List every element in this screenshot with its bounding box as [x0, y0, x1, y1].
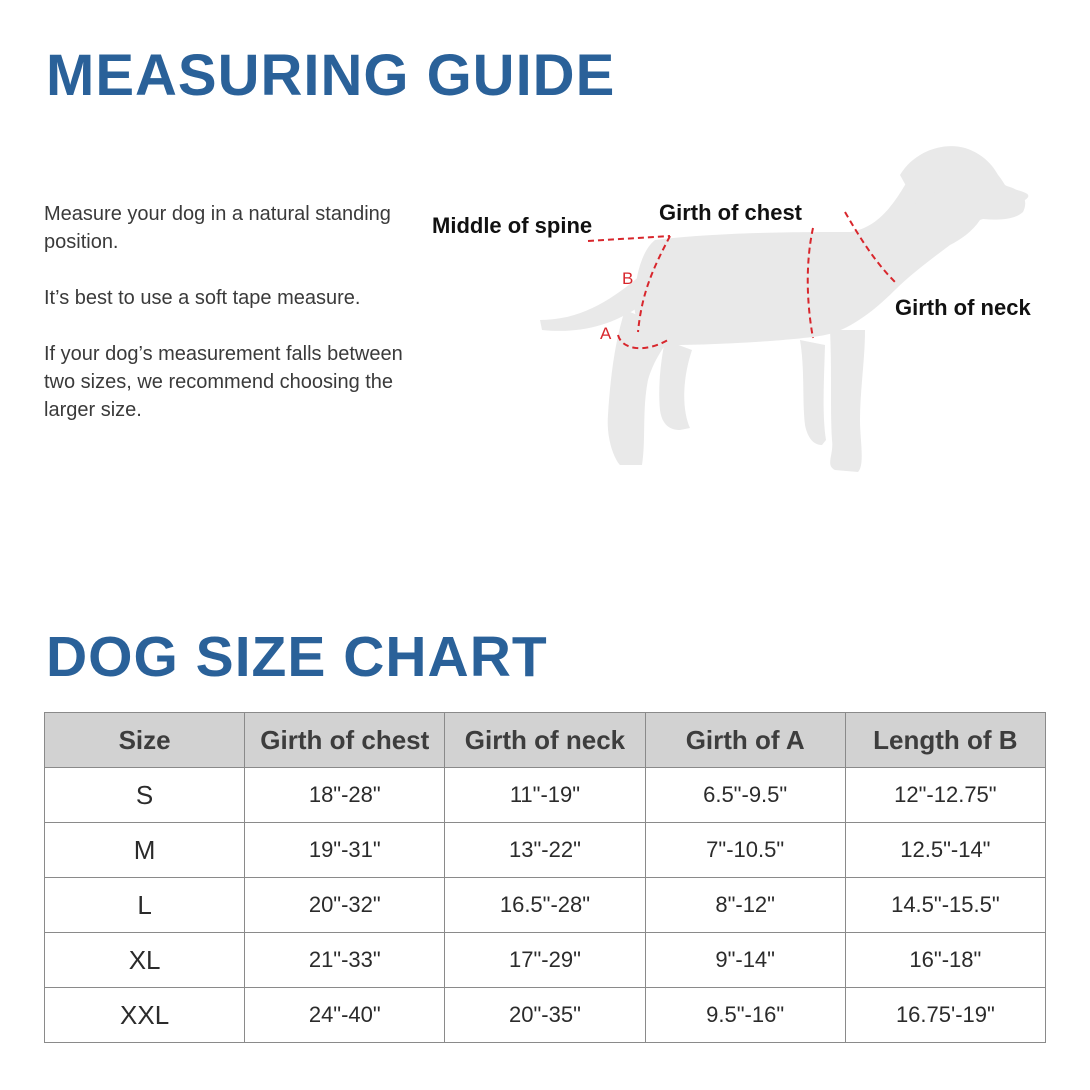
cell: 12.5"-14"	[845, 823, 1045, 878]
cell-size: L	[45, 878, 245, 933]
label-b: B	[622, 269, 634, 288]
cell: 13"-22"	[445, 823, 645, 878]
table-row	[45, 878, 1046, 933]
intro-paragraph-1: Measure your dog in a natural standing position.	[44, 203, 391, 253]
cell: 8"-12"	[645, 878, 845, 933]
label-a: A	[600, 324, 612, 343]
table-row	[45, 823, 1046, 878]
cell: 19"-31"	[245, 823, 445, 878]
cell: 20"-35"	[445, 988, 645, 1043]
header-girth-of-chest: Girth of chest	[245, 713, 445, 768]
table-row	[45, 988, 1046, 1043]
header-length-of-b: Length of B	[845, 713, 1045, 768]
measuring-guide-title: MEASURING GUIDE	[46, 43, 616, 108]
cell: 9"-14"	[645, 933, 845, 988]
table-header-row	[45, 713, 1046, 768]
cell: 24"-40"	[245, 988, 445, 1043]
dog-measurement-diagram	[420, 140, 1060, 485]
intro-paragraph-2: It’s best to use a soft tape measure.	[44, 287, 361, 309]
cell-size: XL	[45, 933, 245, 988]
label-middle-of-spine: Middle of spine	[432, 213, 593, 238]
cell: 9.5"-16"	[645, 988, 845, 1043]
cell: 11"-19"	[445, 768, 645, 823]
cell: 18"-28"	[245, 768, 445, 823]
header-girth-of-a: Girth of A	[645, 713, 845, 768]
cell: 7"-10.5"	[645, 823, 845, 878]
cell: 6.5"-9.5"	[645, 768, 845, 823]
size-chart-title: DOG SIZE CHART	[46, 625, 548, 689]
cell-size: M	[45, 823, 245, 878]
cell: 16.5"-28"	[445, 878, 645, 933]
label-girth-of-neck: Girth of neck	[895, 295, 1031, 320]
table-row	[45, 933, 1046, 988]
cell-size: S	[45, 768, 245, 823]
cell: 12"-12.75"	[845, 768, 1045, 823]
table-row	[45, 768, 1046, 823]
cell: 16.75'-19"	[845, 988, 1045, 1043]
size-chart-table	[44, 712, 1046, 1043]
intro-paragraph-3: If your dog’s measurement falls between two sizes, we recommend choosing the larger size.	[44, 343, 403, 421]
cell: 20"-32"	[245, 878, 445, 933]
cell: 16"-18"	[845, 933, 1045, 988]
cell: 14.5"-15.5"	[845, 878, 1045, 933]
header-girth-of-neck: Girth of neck	[445, 713, 645, 768]
header-size: Size	[45, 713, 245, 768]
cell: 17"-29"	[445, 933, 645, 988]
cell-size: XXL	[45, 988, 245, 1043]
cell: 21"-33"	[245, 933, 445, 988]
label-girth-of-chest: Girth of chest	[659, 200, 803, 225]
intro-text	[44, 200, 434, 452]
